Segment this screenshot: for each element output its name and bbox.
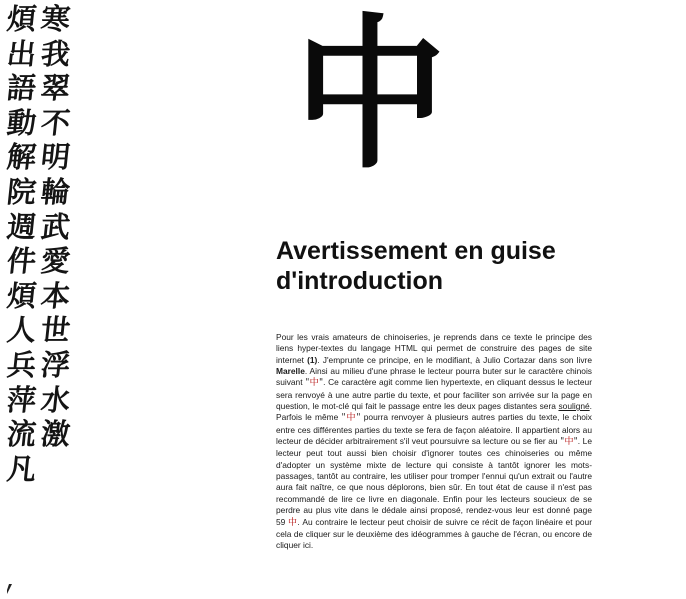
calligraphy-glyph[interactable]: 煩 — [5, 278, 39, 313]
header-glyph: 中 — [294, 0, 447, 191]
calligraphy-column-left — [5, 2, 39, 486]
calligraphy-glyph[interactable]: 解 — [5, 140, 39, 175]
calligraphy-glyph[interactable]: 激 — [39, 417, 73, 452]
mouse-cursor-icon — [7, 584, 12, 594]
calligraphy-glyph[interactable]: 武 — [39, 209, 73, 244]
text-run: . J'emprunte ce principe, en le modifiant, à Julio Cortazar dans son livre — [317, 354, 592, 365]
calligraphy-glyph[interactable]: 不 — [39, 105, 73, 140]
hyperlink-glyph[interactable]: " 中 " — [560, 437, 578, 447]
hyperlink-glyph[interactable]: " 中 " — [305, 378, 323, 388]
text-run: . Ainsi au milieu d'une phrase le lecteur pourra buter sur le caractère chinois suivant — [276, 366, 592, 388]
calligraphy-glyph[interactable]: 本 — [39, 278, 73, 313]
intro-paragraph — [276, 332, 592, 552]
calligraphy-glyph[interactable]: 萍 — [5, 382, 39, 417]
calligraphy-glyph[interactable]: 我 — [39, 36, 73, 71]
calligraphy-glyph[interactable]: 寒 — [39, 2, 73, 36]
underlined-keyword: souligné — [558, 401, 590, 412]
calligraphy-glyph[interactable]: 人 — [5, 313, 39, 348]
calligraphy-glyph[interactable]: 件 — [5, 244, 39, 279]
hyperlink-glyph[interactable]: 中 — [288, 517, 298, 528]
calligraphy-glyph[interactable]: 流 — [5, 417, 39, 452]
calligraphy-glyph[interactable]: 凡 — [5, 451, 39, 486]
footnote-ref[interactable]: (1) — [307, 354, 318, 365]
calligraphy-glyph[interactable]: 明 — [39, 140, 73, 175]
calligraphy-glyph[interactable]: 院 — [5, 174, 39, 209]
article-body — [276, 332, 592, 552]
calligraphy-glyph[interactable]: 輪 — [39, 174, 73, 209]
calligraphy-glyph[interactable]: 出 — [5, 36, 39, 71]
calligraphy-glyph[interactable]: 愛 — [39, 244, 73, 279]
text-run: Pour les vrais amateurs de chinoiseries, je reprends dans ce texte le principe des liens hyper-textes du langage HTML qui permet de construire des pages de site internet — [276, 332, 592, 365]
hyperlink-glyph[interactable]: " 中 " — [342, 413, 361, 423]
calligraphy-glyph[interactable]: 週 — [5, 209, 39, 244]
calligraphy-glyph[interactable]: 語 — [5, 71, 39, 106]
book-title: Marelle — [276, 366, 305, 377]
calligraphy-glyph[interactable]: 兵 — [5, 347, 39, 382]
calligraphy-glyph[interactable]: 世 — [39, 313, 73, 348]
calligraphy-column-right — [39, 2, 73, 452]
calligraphy-glyph[interactable]: 動 — [5, 105, 39, 140]
text-run: pourra renvoyer à plusieurs autres parties du texte, le choix entre ces différentes parties du texte se fera de façon aléatoire. Il appartient alors au lecteur de décider arbitrairement s'il veut poursuivre sa lecture ou se fier au — [276, 412, 592, 447]
calligraphy-glyph[interactable]: 翠 — [39, 71, 73, 106]
calligraphy-glyph[interactable]: 浮 — [39, 347, 73, 382]
page-title: Avertissement en guise d'introduction — [276, 237, 556, 295]
calligraphy-glyph[interactable]: 煩 — [5, 2, 39, 36]
text-run: . Parfois le même — [276, 401, 592, 423]
text-run: . Au contraire le lecteur peut choisir de suivre ce récit de façon linéaire et pour cela de cliquer sur le deuxième des idéogrammes à gauche de l'écran, ou encore de cliquer ici. — [276, 516, 592, 551]
text-run: . Ce caractère agit comme lien hypertexte, en cliquant dessus le lecteur sera renvoyé à une autre partie du texte, et pour faciliter son arrivée sur la page en question, le mot-clé qui fait le passage entre les deux pages distantes sera — [276, 377, 592, 412]
text-run: . Le lecteur peut tout aussi bien choisir d'ignorer toutes ces chinoiseries ou même d'adopter un système mixte de lecture qui consiste à tantôt ignorer les mots-passages, tantôt au contraire, les utiliser pour tromper l'ennui qu'un extrait ou l'autre aura fait naître, ce que nous déplorons, bien sûr. En tout état de cause il n'est pas recommandé de lire ce livre en diagonale. Enfin pour les lecteurs soucieux de se perdre au plus vite dans le dédale ainsi proposé, rendez-vous leur est donné page 59 — [276, 436, 592, 527]
calligraphy-glyph[interactable]: 水 — [39, 382, 73, 417]
